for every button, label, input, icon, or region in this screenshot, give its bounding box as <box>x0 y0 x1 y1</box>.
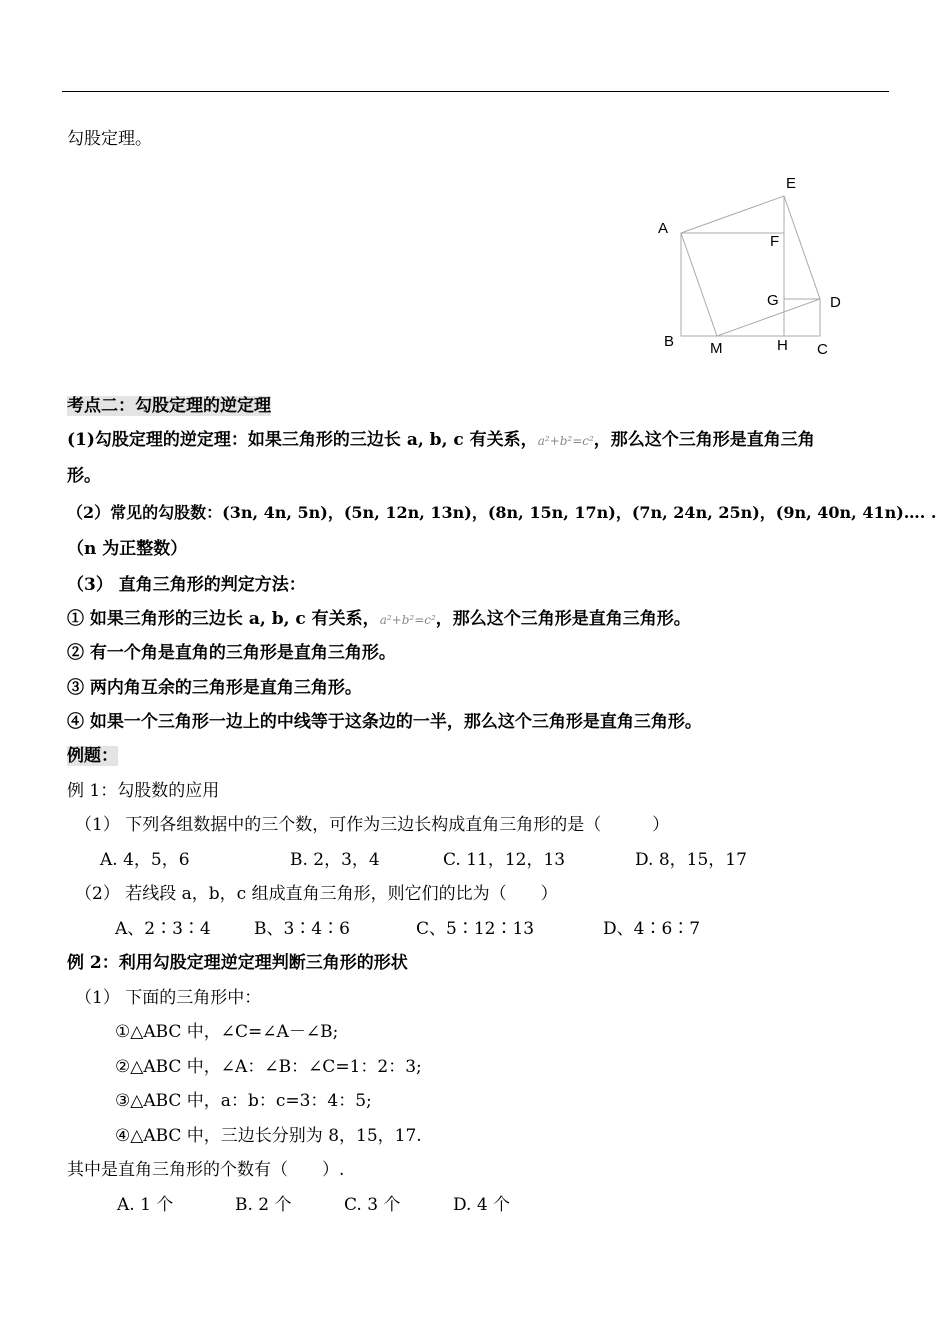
label-H: H <box>777 337 788 354</box>
label-F: F <box>770 233 780 250</box>
intro-text: 勾股定理。 <box>67 129 152 149</box>
ex2-option-b: B. 2 个 <box>235 1195 292 1215</box>
ex1-q1-option-d: D. 8，15，17 <box>635 850 747 870</box>
examples-title: 例题： <box>67 746 118 766</box>
ex2-item-4: ④△ABC 中，三边长分别为 8，15，17. <box>115 1126 422 1146</box>
ex2-title: 例 2：利用勾股定理逆定理判断三角形的形状 <box>67 953 408 973</box>
outer-rect-lines <box>681 233 820 336</box>
ex1-q2-option-d: D、4∶6∶7 <box>603 919 701 939</box>
label-D: D <box>830 294 841 311</box>
label-E: E <box>786 175 797 192</box>
theorem-line-1: (1)勾股定理的逆定理：如果三角形的三边长 a, b, c 有关系，a²+b²=c²，那么这个三角形是直角三角 <box>67 430 815 450</box>
section-title: 考点二：勾股定理的逆定理 <box>67 396 271 416</box>
common-triples: （2）常见的勾股数：(3n, 4n, 5n)，(5n, 12n, 13n)，(8n, 15n, 17n)，(7n, 24n, 25n)，(9n, 40n, 41n)…. . <box>67 503 937 522</box>
label-A: A <box>658 220 669 237</box>
ex1-q1: （1） 下列各组数据中的三个数，可作为三边长构成直角三角形的是（ ） <box>75 815 670 835</box>
geometry-figure <box>650 170 850 365</box>
method-1: ① 如果三角形的三边长 a, b, c 有关系，a²+b²=c²，那么这个三角形是直角三角形。 <box>67 609 691 629</box>
formula-2: a²+b²=c² <box>379 613 436 627</box>
method-4: ④ 如果一个三角形一边上的中线等于这条边的一半，那么这个三角形是直角三角形。 <box>67 712 702 732</box>
method-2: ② 有一个角是直角的三角形是直角三角形。 <box>67 643 396 663</box>
label-B: B <box>664 333 675 350</box>
ex1-title: 例 1：勾股数的应用 <box>67 781 220 801</box>
label-M: M <box>710 340 723 357</box>
n-note: （n 为正整数） <box>67 539 188 559</box>
ex1-q2-option-a: A、2∶3∶4 <box>115 919 211 939</box>
ex2-q1: （1） 下面的三角形中： <box>75 988 262 1008</box>
label-C: C <box>817 341 828 358</box>
ex1-q2-option-c: C、5∶12∶13 <box>416 919 535 939</box>
ex1-q1-option-c: C. 11，12，13 <box>443 850 566 870</box>
ex2-item-3: ③△ABC 中，a：b：c=3：4：5; <box>115 1091 372 1111</box>
theorem-line-2: 形。 <box>67 466 101 486</box>
formula-1: a²+b²=c² <box>537 434 594 448</box>
ex1-q1-option-a: A. 4，5，6 <box>100 850 190 870</box>
header-rule <box>62 91 889 92</box>
ex2-option-a: A. 1 个 <box>117 1195 174 1215</box>
ex2-item-1: ①△ABC 中，∠C=∠A－∠B; <box>115 1022 339 1042</box>
tilted-square <box>681 196 820 336</box>
label-G: G <box>767 292 779 309</box>
method-3: ③ 两内角互余的三角形是直角三角形。 <box>67 678 362 698</box>
ex1-q1-option-b: B. 2，3，4 <box>290 850 380 870</box>
ex1-q2: （2） 若线段 a，b，c 组成直角三角形，则它们的比为（ ） <box>75 884 558 904</box>
ex1-q2-option-b: B、3∶4∶6 <box>254 919 350 939</box>
ex2-option-c: C. 3 个 <box>344 1195 401 1215</box>
ex2-option-d: D. 4 个 <box>453 1195 511 1215</box>
ex2-item-2: ②△ABC 中，∠A：∠B：∠C=1：2：3; <box>115 1057 422 1077</box>
ex2-question: 其中是直角三角形的个数有（ ）. <box>67 1160 345 1180</box>
methods-title: （3） 直角三角形的判定方法： <box>67 575 306 595</box>
